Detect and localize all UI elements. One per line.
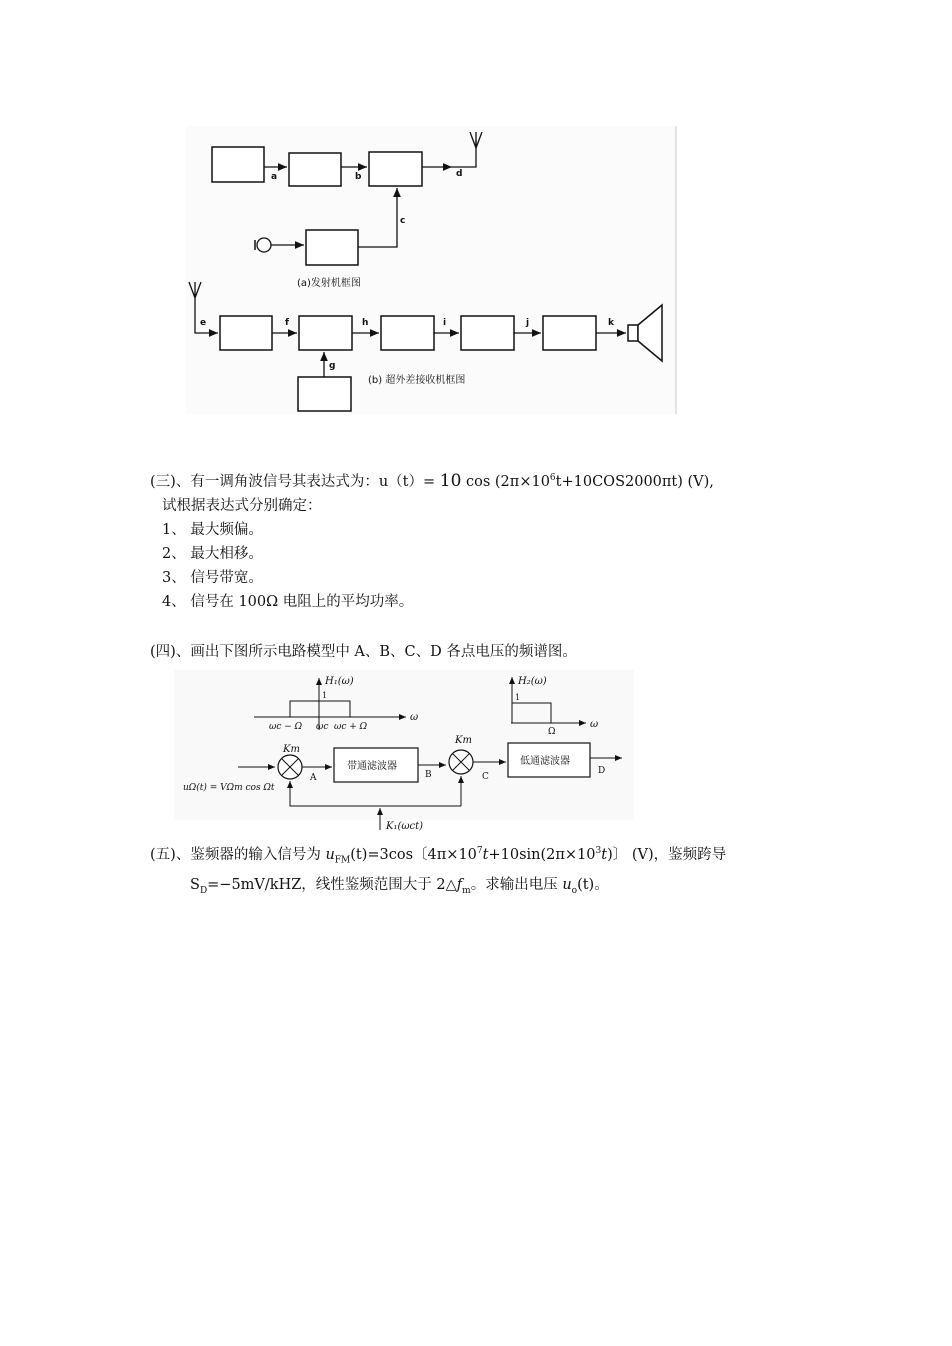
q3-item-3: 3、 信号带宽。 xyxy=(162,569,263,586)
caption-receiver: (b) 超外差接收机框图 xyxy=(368,375,466,386)
km-2: Km xyxy=(455,735,472,746)
q5-line-2: $S_D=-5mV$/kHZ，线性鉴频范围大于 $2\triangle f_m$。求输出电压 $u_o(t)$。 xyxy=(190,876,609,896)
point-C: C xyxy=(482,772,489,782)
h1-wc-minus: ωc − Ω xyxy=(269,722,303,732)
h1-omega: ω xyxy=(410,712,419,723)
microphone-icon xyxy=(257,238,271,252)
point-A: A xyxy=(310,773,317,783)
q3-line-2: 试根据表达式分别确定： xyxy=(162,497,322,514)
h1-one: 1 xyxy=(322,691,328,700)
q3-item-1: 1、 最大频偏。 xyxy=(162,521,263,538)
rx-block-4 xyxy=(461,316,514,350)
h2-one: 1 xyxy=(515,693,521,702)
rx-block-2 xyxy=(299,316,352,350)
caption-transmitter: (a)发射机框图 xyxy=(297,278,361,289)
input-signal-label: uΩ(t) = VΩm cos Ωt xyxy=(183,783,275,793)
h2-omega: ω xyxy=(590,719,599,730)
multiplier-1-icon xyxy=(278,755,302,779)
label-j: j xyxy=(526,318,530,328)
spectrum-circuit-diagram xyxy=(170,668,640,836)
label-i: i xyxy=(443,318,447,328)
rx-block-1 xyxy=(220,316,272,350)
tx-block-3 xyxy=(369,152,422,186)
km-1: Km xyxy=(283,744,300,755)
carrier-label: K₁(ωct) xyxy=(386,821,424,832)
label-b: b xyxy=(355,172,362,182)
h1-label: H₁(ω) xyxy=(325,676,354,687)
q3-item-2: 2、 最大相移。 xyxy=(162,545,263,562)
point-D: D xyxy=(598,766,606,776)
question-4-title: (四)、画出下图所示电路模型中 A、B、C、D 各点电压的频谱图。 xyxy=(150,644,577,660)
h2-label: H₂(ω) xyxy=(518,676,547,687)
q3-line-1: (三)、有一调角波信号其表达式为：u（t）= 10 $\cos (2\pi\times 10^6t+10COS2000\pi t)$ (V), xyxy=(150,470,714,491)
label-h: h xyxy=(362,318,369,328)
label-k: k xyxy=(608,318,614,328)
label-g: g xyxy=(329,361,336,371)
q3-item-4: 4、 信号在 100Ω 电阻上的平均功率。 xyxy=(162,593,414,610)
question-5 xyxy=(150,839,726,903)
transmitter-receiver-diagram xyxy=(180,120,680,420)
tx-block-4 xyxy=(306,230,358,265)
h1-wc-plus: ωc + Ω xyxy=(334,722,368,732)
q5-line-1: (五)、鉴频器的输入信号为 $u_{FM}(t)=3\cos$〔$4\pi\times 10^7t+10\sin(2\pi\times 10^3t)$〕 (V)，鉴频跨导 xyxy=(150,846,727,866)
multiplier-2-icon xyxy=(449,750,473,774)
point-B: B xyxy=(425,770,432,780)
lowpass-filter-label: 低通滤波器 xyxy=(520,756,570,767)
rx-block-3 xyxy=(381,316,434,350)
question-3 xyxy=(150,466,714,614)
rx-block-5 xyxy=(543,316,596,350)
label-c: c xyxy=(400,216,406,226)
bandpass-filter-label: 带通滤波器 xyxy=(347,761,397,772)
label-a: a xyxy=(271,172,278,182)
label-f: f xyxy=(285,318,289,328)
rx-block-osc xyxy=(298,377,351,411)
tx-block-2 xyxy=(289,153,341,186)
label-e: e xyxy=(200,318,207,328)
label-d: d xyxy=(456,169,463,179)
h2-Omega: Ω xyxy=(548,727,556,737)
h1-wc: ωc xyxy=(316,722,329,732)
tx-block-1 xyxy=(212,147,264,182)
